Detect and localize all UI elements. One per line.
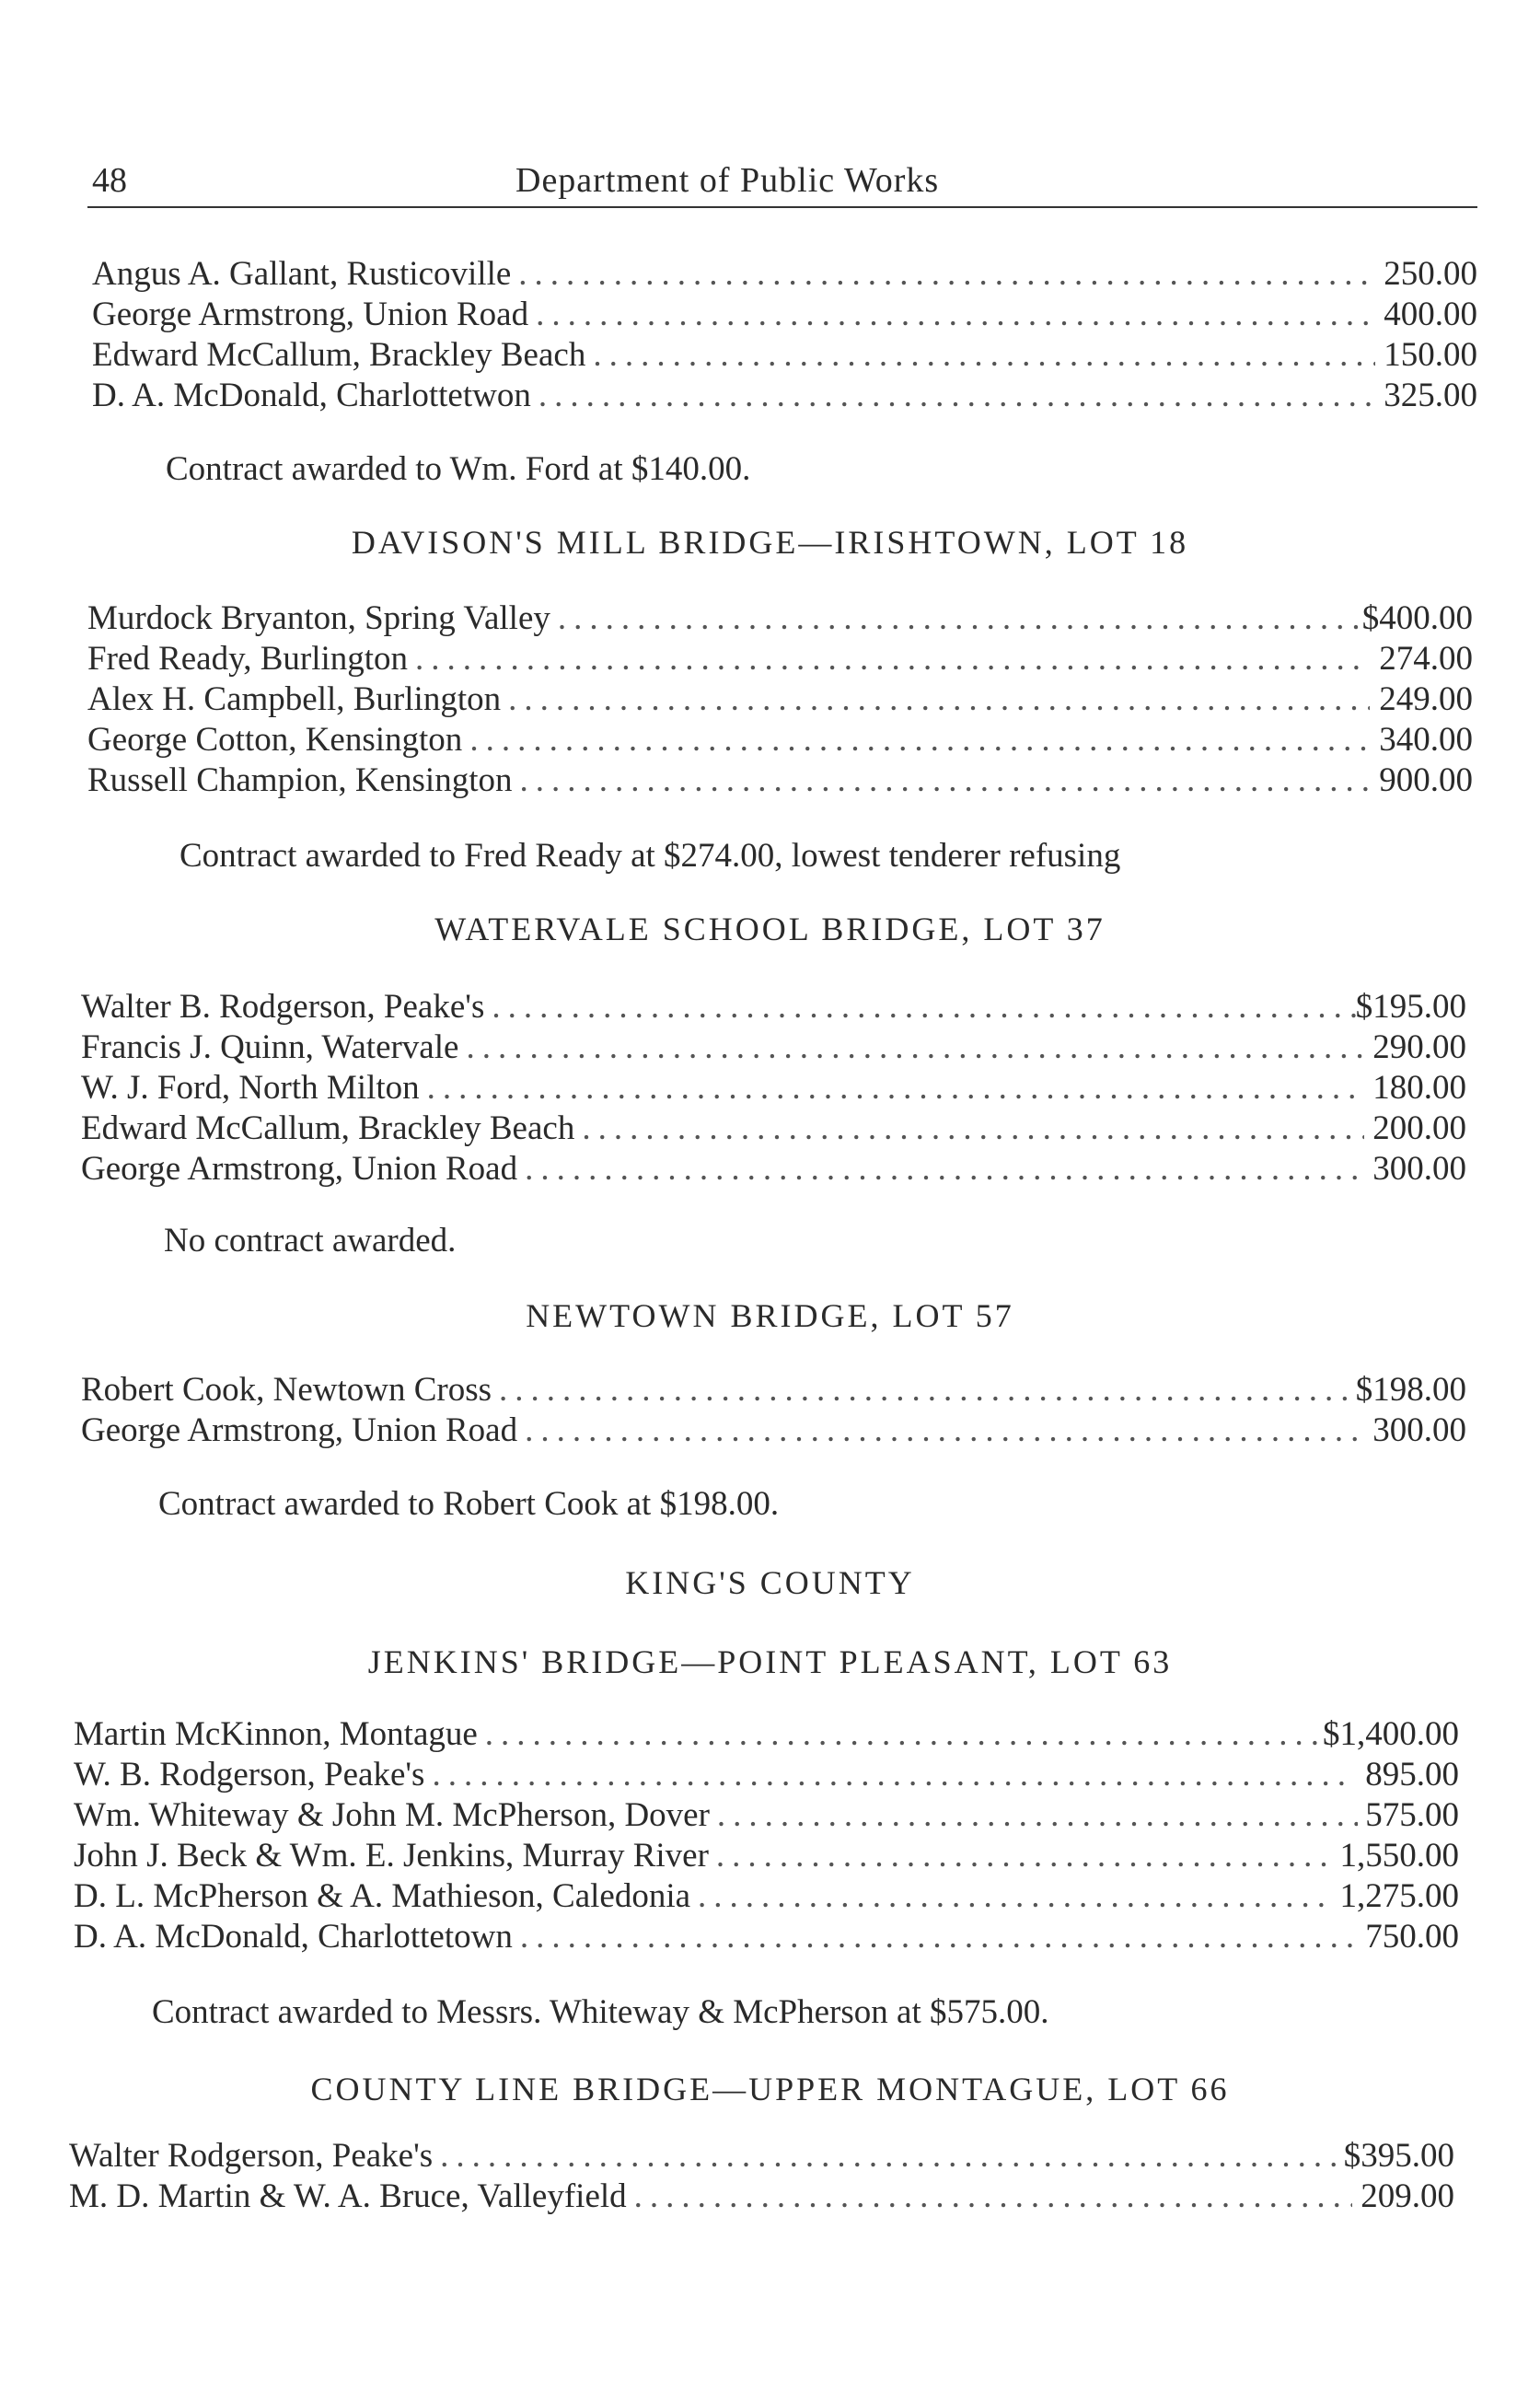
tender-amount: 1,275.00: [1339, 1877, 1459, 1915]
tender-amount: 400.00: [1384, 296, 1477, 333]
tender-entry: D. A. McDonald, Charlottetwon ..... 325.00: [92, 376, 1477, 416]
contract-note: Contract awarded to Robert Cook at $198.00.: [158, 1485, 780, 1523]
contract-note: No contract awarded.: [164, 1222, 457, 1260]
tender-entry: Alex H. Campbell, Burlington ..... 249.00: [87, 679, 1473, 720]
tender-entry: Martin McKinnon, Montague ..... $ 1,400.00: [74, 1714, 1459, 1755]
tender-entry: George Armstrong, Union Road ..... 300.00: [81, 1149, 1466, 1190]
header-rule: [87, 206, 1477, 208]
tender-amount: 198.00: [1372, 1371, 1466, 1409]
tender-amount: 300.00: [1372, 1150, 1466, 1188]
section-title: COUNTY LINE BRIDGE—UPPER MONTAGUE, LOT 66: [310, 2071, 1230, 2107]
tender-entry: George Armstrong, Union Road ..... 400.00: [92, 295, 1477, 335]
tender-amount: 400.00: [1379, 599, 1473, 637]
tender-amount: 395.00: [1361, 2137, 1454, 2175]
tender-entry: W. B. Rodgerson, Peake's ..... 895.00: [74, 1755, 1459, 1795]
tender-entry: D. A. McDonald, Charlottetown ..... 750.00: [74, 1917, 1459, 1957]
tender-entry: Edward McCallum, Brackley Beach ..... 200.00: [81, 1109, 1466, 1149]
tender-entry: George Cotton, Kensington ..... 340.00: [87, 720, 1473, 760]
tender-amount: 180.00: [1372, 1069, 1466, 1107]
tender-entry: M. D. Martin & W. A. Bruce, Valleyfield ..... 209.00: [69, 2177, 1454, 2217]
county-heading: KING'S COUNTY: [625, 1564, 915, 1601]
tender-amount: 274.00: [1379, 640, 1473, 678]
tender-amount: 1,400.00: [1339, 1715, 1459, 1753]
tender-amount: 900.00: [1379, 761, 1473, 799]
tender-amount: 300.00: [1372, 1411, 1466, 1449]
tender-amount: 750.00: [1365, 1918, 1459, 1956]
page-number: 48: [92, 161, 127, 200]
tender-entry: Walter Rodgerson, Peake's ..... $ 395.00: [69, 2136, 1454, 2177]
running-head: Department of Public Works: [515, 161, 940, 200]
tender-amount: 250.00: [1384, 255, 1477, 293]
tender-entry: Walter B. Rodgerson, Peake's ..... $ 195.00: [81, 987, 1466, 1027]
tender-entry: Angus A. Gallant, Rusticoville ..... 250.00: [92, 254, 1477, 295]
tender-amount: 150.00: [1384, 336, 1477, 374]
tender-entry: Edward McCallum, Brackley Beach ..... 150.00: [92, 335, 1477, 376]
contract-note: Contract awarded to Fred Ready at $274.00, lowest tenderer refusing: [179, 837, 1121, 875]
tender-amount: 290.00: [1372, 1028, 1466, 1066]
section-title: JENKINS' BRIDGE—POINT PLEASANT, LOT 63: [367, 1643, 1173, 1680]
section-title: NEWTOWN BRIDGE, LOT 57: [526, 1297, 1014, 1334]
tender-entry: Wm. Whiteway & John M. McPherson, Dover ..... 575.00: [74, 1795, 1459, 1836]
section-title: DAVISON'S MILL BRIDGE—IRISHTOWN, LOT 18: [351, 524, 1189, 561]
tender-entry: Robert Cook, Newtown Cross ..... $ 198.00: [81, 1370, 1466, 1410]
tender-entry: Fred Ready, Burlington ..... 274.00: [87, 639, 1473, 679]
tender-amount: 195.00: [1372, 988, 1466, 1026]
tender-amount: 209.00: [1361, 2177, 1454, 2215]
tender-amount: 1,550.00: [1339, 1837, 1459, 1875]
tender-amount: 575.00: [1365, 1796, 1459, 1834]
tender-amount: 895.00: [1365, 1756, 1459, 1794]
page-header: [87, 158, 1477, 214]
tender-entry: D. L. McPherson & A. Mathieson, Caledonia ..... 1,275.00: [74, 1876, 1459, 1917]
tender-entry: Murdock Bryanton, Spring Valley ..... $ 400.00: [87, 598, 1473, 639]
tender-amount: 200.00: [1372, 1109, 1466, 1147]
contract-note: Contract awarded to Messrs. Whiteway & McPherson at $575.00.: [152, 1993, 1049, 2031]
tender-entry: Russell Champion, Kensington ..... 900.00: [87, 760, 1473, 801]
tender-entry: George Armstrong, Union Road ..... 300.00: [81, 1410, 1466, 1451]
tender-amount: 325.00: [1384, 377, 1477, 414]
section-title: WATERVALE SCHOOL BRIDGE, LOT 37: [434, 911, 1106, 947]
tender-amount: 340.00: [1379, 721, 1473, 759]
tender-amount: 249.00: [1379, 680, 1473, 718]
contract-note: Contract awarded to Wm. Ford at $140.00.: [166, 450, 751, 488]
tender-entry: W. J. Ford, North Milton ..... 180.00: [81, 1068, 1466, 1109]
tender-entry: Francis J. Quinn, Watervale ..... 290.00: [81, 1027, 1466, 1068]
tender-entry: John J. Beck & Wm. E. Jenkins, Murray River ..... 1,550.00: [74, 1836, 1459, 1876]
